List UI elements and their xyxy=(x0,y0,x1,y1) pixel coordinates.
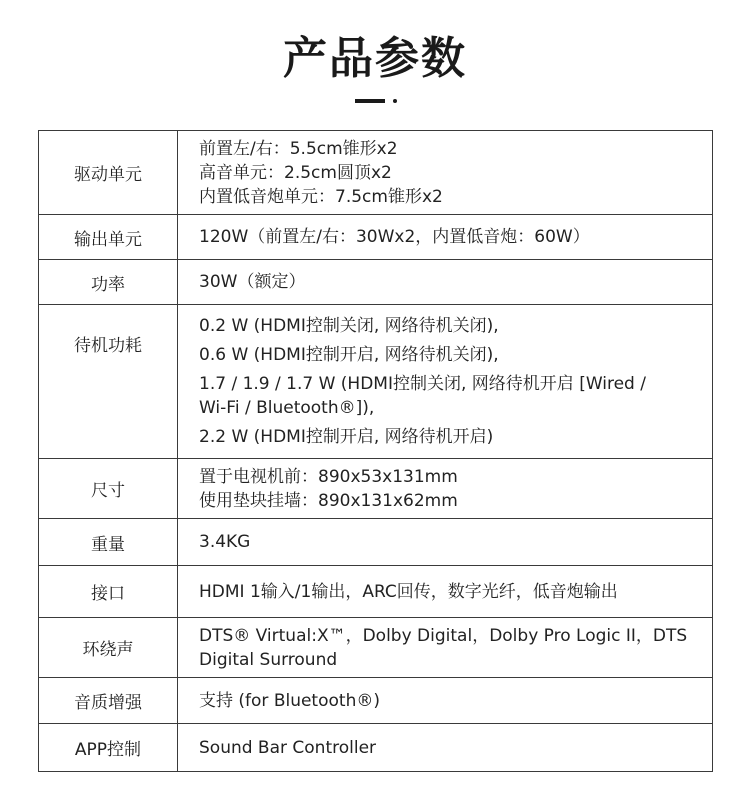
spec-value xyxy=(178,678,713,724)
spec-value-line: 3.4KG xyxy=(199,532,251,552)
spec-value-line: Sound Bar Controller xyxy=(199,737,377,758)
spec-value-line: 高音单元：2.5cm圆顶x2 xyxy=(199,162,392,183)
spec-row-weight xyxy=(39,519,713,566)
spec-value-line: 使用垫块挂墙：890x131x62mm xyxy=(199,490,458,511)
spec-row-standby xyxy=(39,305,713,459)
spec-value xyxy=(178,131,713,215)
page-title: 产品参数 xyxy=(283,33,467,84)
spec-row-app-control xyxy=(39,724,713,772)
spec-value xyxy=(178,459,713,519)
spec-value xyxy=(178,618,713,678)
spec-value-line: 30W（额定） xyxy=(199,272,306,292)
spec-label: 输出单元 xyxy=(39,215,178,260)
spec-label: 环绕声 xyxy=(39,618,178,678)
spec-value-line: DTS® Virtual:X™，Dolby Digital，Dolby Pro Logic II，DTS Digital Surround xyxy=(199,625,688,670)
spec-label: 接口 xyxy=(39,566,178,618)
spec-value-line: 120W（前置左/右：30Wx2，内置低音炮：60W） xyxy=(199,227,590,247)
spec-value-line: 前置左/右：5.5cm锥形x2 xyxy=(199,138,398,159)
spec-row-power xyxy=(39,260,713,305)
spec-value-line: 0.6 W (HDMI控制开启, 网络待机关闭), xyxy=(199,345,499,365)
underline-dash xyxy=(355,99,385,103)
page-header xyxy=(0,0,750,130)
spec-value-line: 1.7 / 1.9 / 1.7 W (HDMI控制关闭, 网络待机开启 [Wired / Wi-Fi / Bluetooth®]), xyxy=(199,374,646,418)
spec-value-line: HDMI 1输入/1输出，ARC回传，数字光纤，低音炮输出 xyxy=(199,581,618,602)
spec-value xyxy=(178,305,713,459)
spec-value xyxy=(178,260,713,305)
spec-value xyxy=(178,519,713,566)
spec-label: 音质增强 xyxy=(39,678,178,724)
spec-label: 尺寸 xyxy=(39,459,178,519)
spec-value xyxy=(178,724,713,772)
spec-label: 驱动单元 xyxy=(39,131,178,215)
spec-label: 待机功耗 xyxy=(39,305,178,459)
spec-label: 功率 xyxy=(39,260,178,305)
spec-label: 重量 xyxy=(39,519,178,566)
spec-row-interface xyxy=(39,566,713,618)
spec-table xyxy=(38,130,713,772)
spec-value-line: 置于电视机前：890x53x131mm xyxy=(199,466,458,487)
spec-label: APP控制 xyxy=(39,724,178,772)
spec-row-surround xyxy=(39,618,713,678)
spec-row-output xyxy=(39,215,713,260)
spec-row-sound-enhance xyxy=(39,678,713,724)
spec-row-driver xyxy=(39,131,713,215)
spec-value xyxy=(178,215,713,260)
spec-value-line: 0.2 W (HDMI控制关闭, 网络待机关闭), xyxy=(199,316,499,336)
underline-dot xyxy=(393,99,397,103)
spec-value-line: 2.2 W (HDMI控制开启, 网络待机开启) xyxy=(199,427,494,447)
spec-value-line: 支持 (for Bluetooth®) xyxy=(199,690,380,711)
spec-value xyxy=(178,566,713,618)
spec-row-dimensions xyxy=(39,459,713,519)
spec-value-line: 内置低音炮单元：7.5cm锥形x2 xyxy=(199,186,443,207)
